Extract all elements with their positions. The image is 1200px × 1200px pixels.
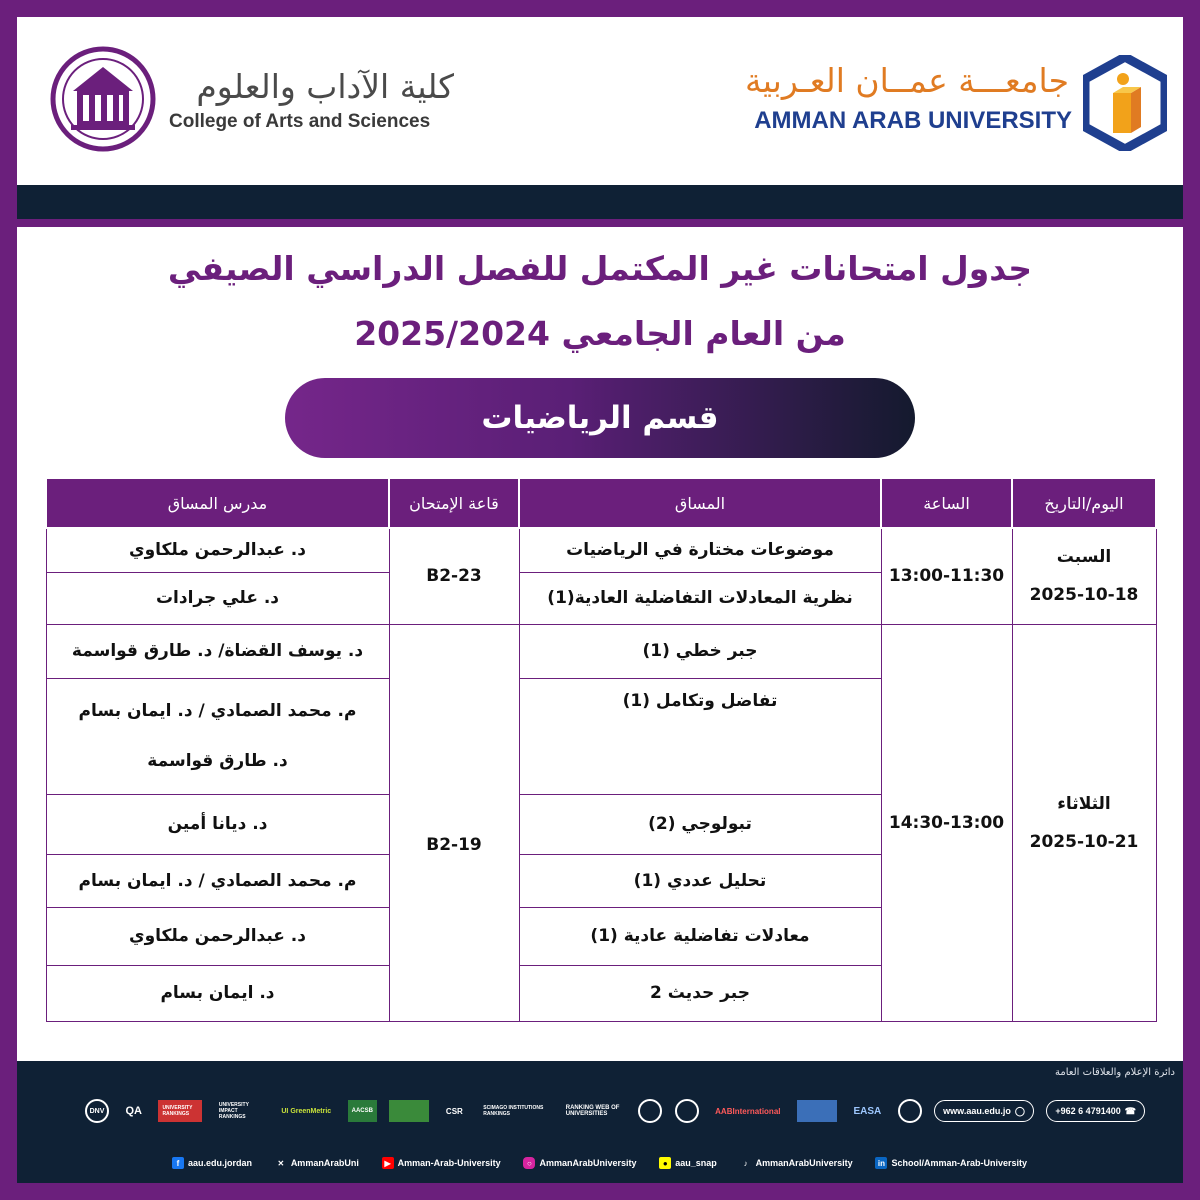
- accreditation-badges: [85, 1097, 1145, 1125]
- facebook-handle: aau.edu.jordan: [188, 1158, 253, 1168]
- linkedin-handle: School/Amman-Arab-University: [891, 1158, 1027, 1168]
- website-link[interactable]: [934, 1100, 1034, 1122]
- facebook-icon: f: [172, 1157, 184, 1169]
- day-text: الثلاثاء: [1057, 793, 1111, 814]
- social-links: [172, 1153, 1027, 1173]
- facebook-link[interactable]: [172, 1157, 252, 1169]
- college-name-english: College of Arts and Sciences: [169, 111, 431, 132]
- linkedin-icon: in: [875, 1157, 887, 1169]
- university-rankings-badge: UNIVERSITY RANKINGS: [158, 1100, 202, 1122]
- course-cell: موضوعات مختارة في الرياضيات: [519, 528, 881, 572]
- website-text: www.aau.edu.jo: [943, 1106, 1011, 1116]
- course-cell: نظرية المعادلات التفاضلية العادية(1): [519, 572, 881, 624]
- seal-badge-icon: [638, 1099, 662, 1123]
- day-date-cell: [1012, 624, 1156, 1021]
- header-teacher: مدرس المساق: [46, 478, 389, 528]
- header-divider-line: [17, 219, 1183, 227]
- snapchat-link[interactable]: [659, 1157, 717, 1169]
- dnv-badge-icon: DNV: [85, 1099, 109, 1123]
- department-label: قسم الرياضيات: [481, 400, 719, 436]
- college-name-arabic: كلية الآداب والعلوم: [196, 67, 454, 106]
- room-cell: B2-23: [389, 528, 519, 624]
- course-cell: تفاضل وتكامل (1): [519, 678, 881, 794]
- scimago-badge: SCIMAGO INSTITUTIONS RANKINGS: [483, 1105, 544, 1117]
- x-handle: AmmanArabUni: [290, 1158, 359, 1168]
- course-cell: معادلات تفاضلية عادية (1): [519, 907, 881, 965]
- room-cell: B2-19: [389, 624, 519, 1021]
- teacher-line: م. محمد الصمادي / د. ايمان بسام: [78, 701, 357, 721]
- crest-badge-icon: [675, 1099, 699, 1123]
- day-date-cell: [1012, 528, 1156, 624]
- tiktok-link[interactable]: [740, 1157, 853, 1169]
- greenmetric-badge: UI GreenMetric: [281, 1107, 332, 1115]
- globe-icon: ◯: [1014, 1105, 1025, 1116]
- media-department-note: دائرة الإعلام والعلاقات العامة: [1054, 1067, 1175, 1078]
- exam-schedule-table: [45, 477, 1157, 1022]
- phone-link[interactable]: [1046, 1100, 1145, 1122]
- header-time: الساعة: [881, 478, 1012, 528]
- table-header-row: [46, 478, 1156, 528]
- teacher-cell: د. عبدالرحمن ملكاوي: [46, 907, 389, 965]
- phone-text: +962 6 4791400: [1055, 1106, 1121, 1116]
- teacher-cell: د. علي جرادات: [46, 572, 389, 624]
- snapchat-handle: aau_snap: [675, 1158, 717, 1168]
- university-name-arabic: جامعـــة عمــان العـربية: [745, 61, 1069, 100]
- teacher-cell: م. محمد الصمادي / د. ايمان بسام: [46, 854, 389, 907]
- footer: [17, 1061, 1183, 1183]
- tiktok-icon: ♪: [743, 1158, 748, 1168]
- college-logo: [49, 45, 157, 153]
- teacher-line: د. طارق قواسمة: [147, 751, 288, 771]
- youtube-link[interactable]: [382, 1157, 501, 1169]
- course-cell: تحليل عددي (1): [519, 854, 881, 907]
- youtube-handle: Amman-Arab-University: [397, 1158, 501, 1168]
- aacsb-badge: AACSB: [348, 1100, 377, 1122]
- x-icon: ✕: [277, 1158, 285, 1168]
- green-badge-icon: [389, 1100, 429, 1122]
- csr-badge: CSR: [445, 1106, 463, 1116]
- university-name-english: AMMAN ARAB UNIVERSITY: [754, 107, 1072, 134]
- header: [17, 17, 1183, 185]
- qa-badge: QA: [125, 1105, 142, 1117]
- x-link[interactable]: [275, 1157, 359, 1169]
- date-text: 2025-10-21: [1029, 831, 1139, 852]
- header-course: المساق: [519, 478, 881, 528]
- time-cell: 14:30-13:00: [881, 624, 1012, 1021]
- teacher-cell: د. ديانا أمين: [46, 794, 389, 854]
- instagram-icon: ○: [523, 1157, 535, 1169]
- table-row: [46, 528, 1156, 572]
- table-row: [46, 624, 1156, 678]
- department-banner: [285, 378, 915, 458]
- easa-badge: EASA: [853, 1105, 882, 1117]
- course-cell: جبر حديث 2: [519, 965, 881, 1021]
- tiktok-handle: AmmanArabUniversity: [755, 1158, 853, 1168]
- linkedin-link[interactable]: [875, 1157, 1027, 1169]
- teacher-cell: د. عبدالرحمن ملكاوي: [46, 528, 389, 572]
- webometrics-badge: RANKING WEB OF UNIVERSITIES: [565, 1105, 620, 1117]
- blue-badge-icon: [797, 1100, 837, 1122]
- schedule-subtitle: من العام الجامعي 2025/2024: [354, 314, 846, 353]
- course-cell: تبولوجي (2): [519, 794, 881, 854]
- accreditation-seal-icon: [898, 1099, 922, 1123]
- header-day-date: اليوم/التاريخ: [1012, 478, 1156, 528]
- course-cell: جبر خطي (1): [519, 624, 881, 678]
- youtube-icon: ▶: [382, 1157, 394, 1169]
- aab-badge: AABInternational: [715, 1106, 781, 1116]
- phone-icon: ☎: [1124, 1105, 1136, 1116]
- impact-rankings-badge: UNIVERSITY IMPACT RANKINGS: [218, 1102, 249, 1120]
- teacher-cell: د. ايمان بسام: [46, 965, 389, 1021]
- time-cell: 13:00-11:30: [881, 528, 1012, 624]
- university-logo: [1083, 55, 1167, 151]
- header-divider-band: [17, 185, 1183, 219]
- day-text: السبت: [1056, 547, 1112, 568]
- snapchat-icon: ●: [659, 1157, 671, 1169]
- teacher-cell: د. يوسف القضاة/ د. طارق قواسمة: [46, 624, 389, 678]
- poster-frame: [17, 17, 1183, 1183]
- instagram-handle: AmmanArabUniversity: [539, 1158, 637, 1168]
- instagram-link[interactable]: [523, 1157, 636, 1169]
- teacher-cell: [46, 678, 389, 794]
- header-room: قاعة الإمتحان: [389, 478, 519, 528]
- schedule-title: جدول امتحانات غير المكتمل للفصل الدراسي الصيفي: [167, 249, 1033, 288]
- date-text: 2025-10-18: [1029, 585, 1139, 606]
